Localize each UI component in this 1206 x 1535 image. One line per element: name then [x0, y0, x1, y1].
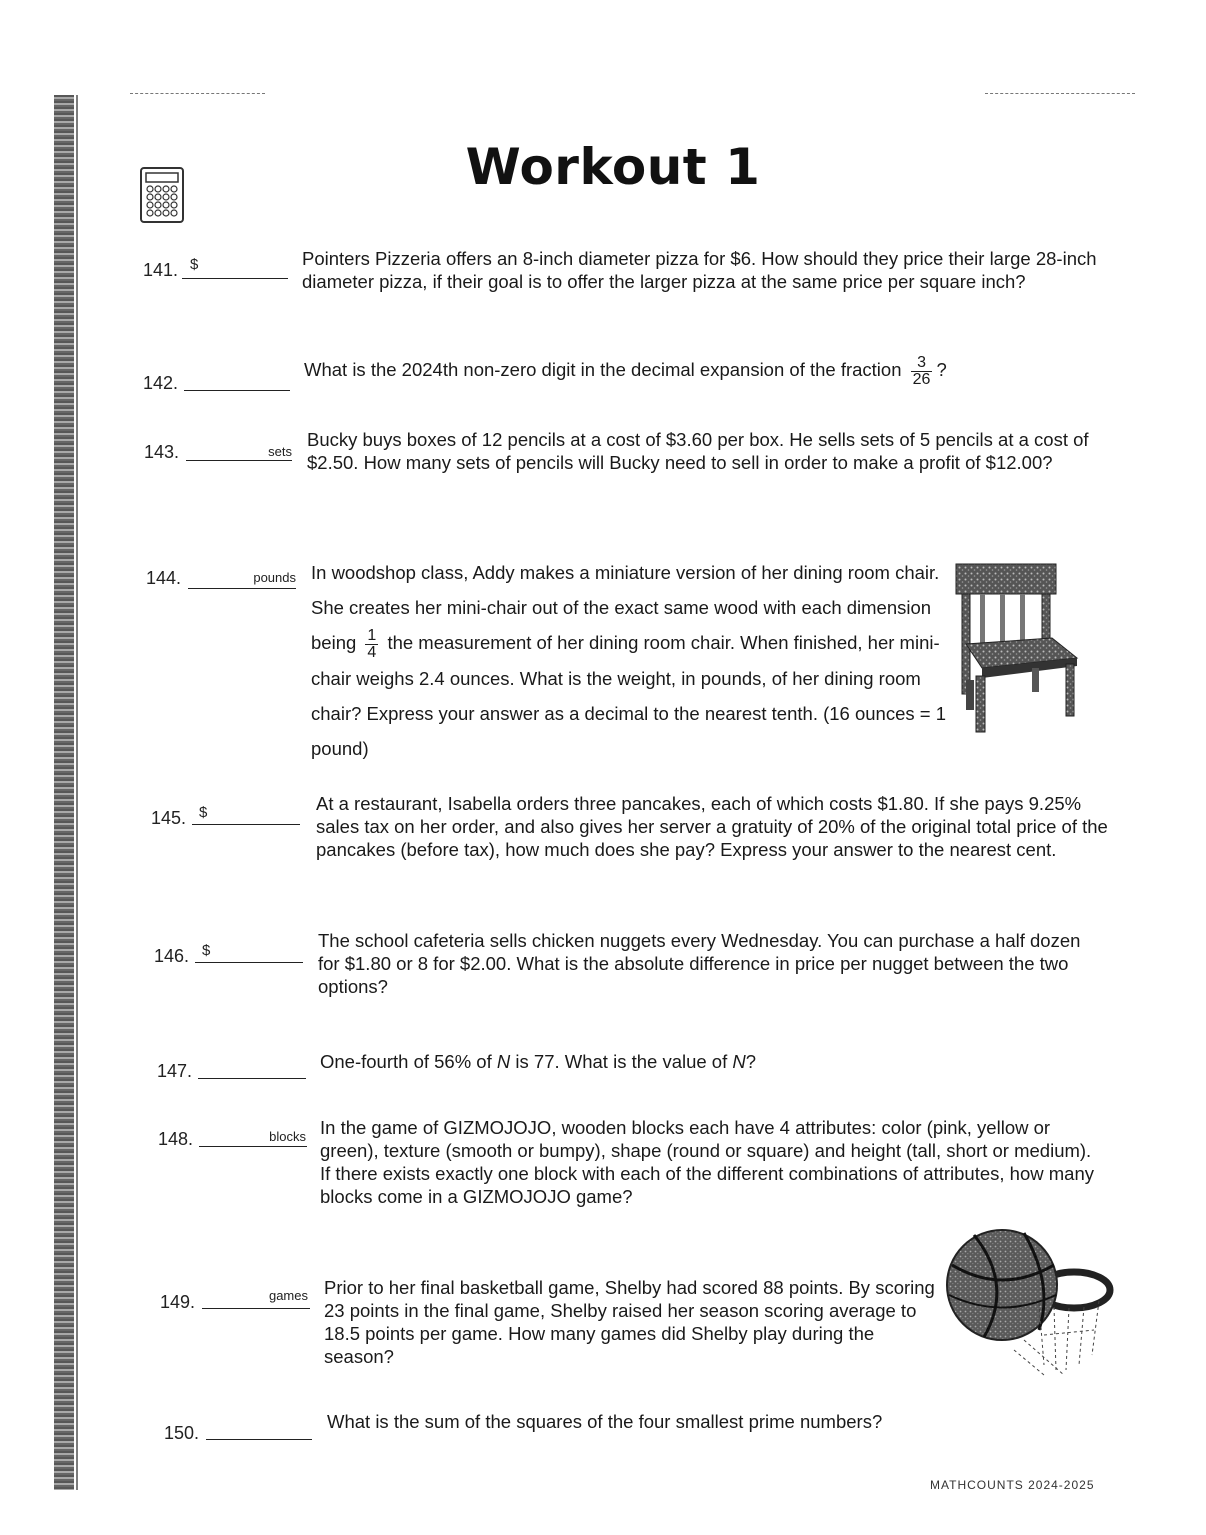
- problem-number: 141.: [143, 260, 179, 280]
- answer-blank[interactable]: [182, 260, 288, 279]
- problem-text: [311, 555, 951, 766]
- fraction-numerator: 1: [367, 626, 377, 644]
- fraction-denominator: 4: [367, 643, 377, 661]
- problem-number: 147.: [157, 1061, 193, 1081]
- answer-blank[interactable]: [184, 372, 290, 391]
- top-rule-right: [985, 93, 1135, 95]
- problem-text: In the game of GIZMOJOJO, wooden blocks each have 4 attributes: color (pink, yellow or green), texture (smooth or bumpy), shape (round or square) and height (tall, short or medium). If there exists exactly one block with each of the different combinations of attributes, how many blocks come in a GIZMOJOJO game?: [320, 1117, 1094, 1207]
- page-footer: MATHCOUNTS 2024-2025: [930, 1478, 1095, 1492]
- problem-text: [304, 352, 1104, 388]
- text-segment: ?: [936, 359, 947, 380]
- problem-text: Pointers Pizzeria offers an 8-inch diameter pizza for $6. How should they price their large 28-inch diameter pizza, if their goal is to offer the larger pizza at the same price per square inch?: [302, 248, 1097, 292]
- problem-number: 148.: [158, 1129, 194, 1149]
- dollar-prefix: $: [202, 942, 211, 959]
- dollar-prefix: $: [190, 256, 199, 273]
- top-rule-left: [130, 93, 265, 95]
- answer-blank[interactable]: [195, 944, 303, 963]
- variable-n: N: [496, 1051, 511, 1072]
- fraction: [365, 628, 378, 661]
- fraction-denominator: 26: [912, 370, 931, 388]
- text-segment: In woodshop class, Addy makes a miniature version of her dining room chair. She creates her mini-chair out of the exact same wood with each dimension being: [311, 562, 940, 653]
- page-binding-edge: [54, 95, 74, 1490]
- fraction-numerator: 3: [911, 355, 933, 372]
- answer-unit: blocks: [269, 1129, 306, 1144]
- problem-text: At a restaurant, Isabella orders three pancakes, each of which costs $1.80. If she pays 9.25% sales tax on her order, and also gives her server a gratuity of 20% of the original total price of the pancakes (before tax), how much does she pay? Express your answer to the nearest cent.: [316, 793, 1108, 860]
- page-title: Workout 1: [465, 138, 761, 196]
- text-segment: the measurement of her dining room chair. When finished, her mini-chair weighs 2.4 ounces. What is the weight, in pounds, of her dining room chair? Express your answer as a decimal to the nearest tenth. (16 ounces = 1 pound): [311, 632, 946, 759]
- chair-illustration: [952, 560, 1082, 735]
- problem-number: 150.: [164, 1423, 200, 1443]
- variable-n: N: [732, 1051, 746, 1072]
- answer-unit: sets: [268, 444, 292, 459]
- problem-number: 144.: [146, 568, 182, 588]
- problem-number: 145.: [151, 808, 187, 828]
- problem-number: 149.: [160, 1292, 196, 1312]
- problem-number: 142.: [143, 373, 179, 393]
- fraction: [911, 355, 933, 388]
- answer-blank[interactable]: [192, 806, 300, 825]
- problem-text: Prior to her final basketball game, Shelby had scored 88 points. By scoring 23 points in the final game, Shelby raised her season scoring average to 18.5 points per game. How many games did Shelby play during the season?: [324, 1277, 935, 1367]
- text-segment: What is the 2024th non-zero digit in the decimal expansion of the fraction: [304, 359, 902, 380]
- answer-blank[interactable]: [206, 1421, 312, 1440]
- problem-text: What is the sum of the squares of the four smallest prime numbers?: [327, 1411, 883, 1432]
- problem-text: Bucky buys boxes of 12 pencils at a cost of $3.60 per box. He sells sets of 5 pencils at a cost of $2.50. How many sets of pencils will Bucky need to sell in order to make a profit of $12.00?: [307, 429, 1089, 473]
- answer-blank[interactable]: [198, 1060, 306, 1079]
- text-segment: is 77. What is the value of: [510, 1051, 733, 1072]
- problem-number: 143.: [144, 442, 180, 462]
- text-segment: ?: [745, 1051, 757, 1072]
- basketball-hoop-illustration: [944, 1225, 1114, 1385]
- problem-text: [320, 1050, 1020, 1073]
- answer-unit: pounds: [253, 570, 296, 585]
- problem-number: 146.: [154, 946, 190, 966]
- problem-text: The school cafeteria sells chicken nuggets every Wednesday. You can purchase a half dozen for $1.80 or 8 for $2.00. What is the absolute difference in price per nugget between the two options?: [318, 930, 1081, 997]
- text-segment: One-fourth of 56% of: [320, 1051, 497, 1072]
- dollar-prefix: $: [199, 804, 208, 821]
- answer-unit: games: [268, 1288, 308, 1303]
